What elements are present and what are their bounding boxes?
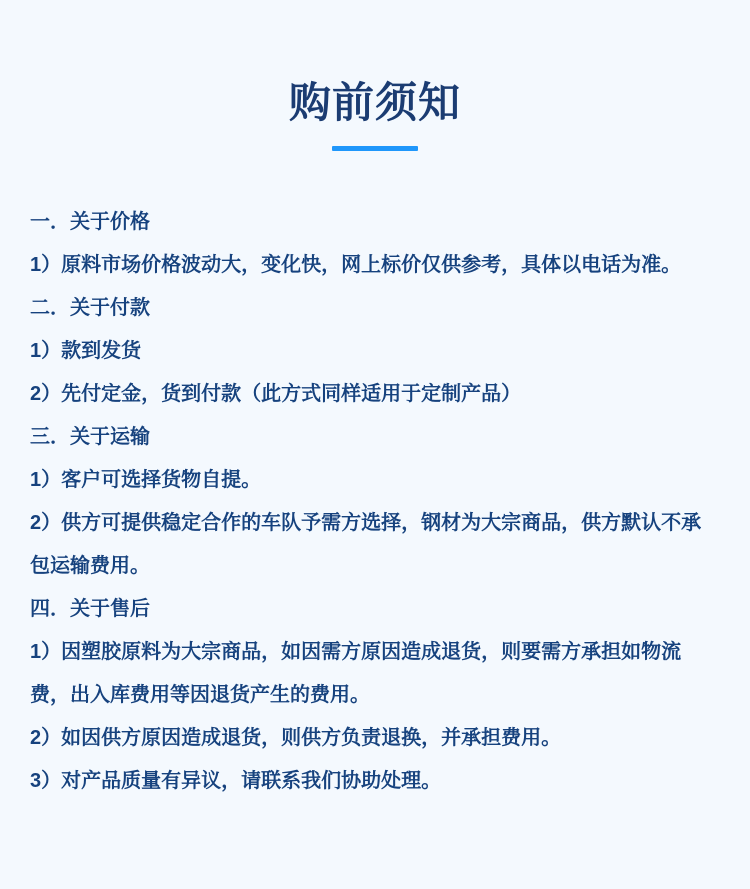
notice-item-payment-1: 1）款到发货 (30, 340, 142, 363)
notice-item-aftersales-3: 3）对产品质量有异议，请联系我们协助处理。 (30, 770, 442, 793)
notice-item-payment-2: 2）先付定金，货到付款（此方式同样适用于定制产品） (30, 383, 522, 406)
notice-header (30, 78, 720, 151)
notice-item-shipping-1: 1）客户可选择货物自提。 (30, 469, 262, 492)
section-heading-payment: 二．关于付款 (30, 297, 150, 320)
notice-item-price-1: 1）原料市场价格波动大，变化快，网上标价仅供参考，具体以电话为准。 (30, 254, 682, 277)
section-heading-shipping: 三．关于运输 (30, 426, 150, 449)
notice-item-aftersales-2: 2）如因供方原因造成退货，则供方负责退换，并承担费用。 (30, 727, 562, 750)
notice-item-aftersales-1: 1）因塑胶原料为大宗商品，如因需方原因造成退货，则要需方承担如物流费，出入库费用等因退货产生的费用。 (30, 641, 682, 707)
section-heading-aftersales: 四．关于售后 (30, 598, 150, 621)
title-underline (332, 146, 418, 151)
notice-item-shipping-2: 2）供方可提供稳定合作的车队予需方选择，钢材为大宗商品，供方默认不承包运输费用。 (30, 512, 702, 578)
page-title: 购前须知 (288, 79, 461, 126)
section-heading-price: 一．关于价格 (30, 211, 150, 234)
notice-body (30, 201, 720, 803)
